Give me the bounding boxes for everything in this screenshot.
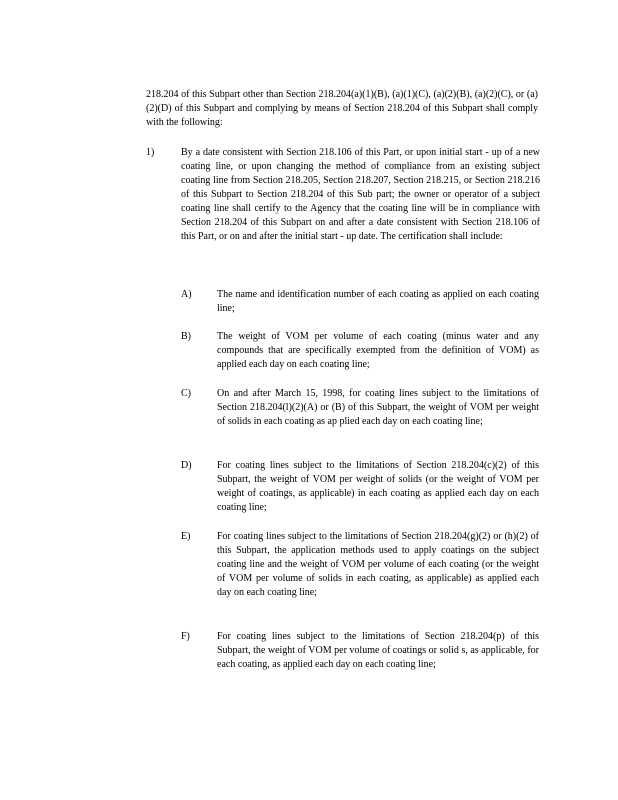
subitem-b-text: The weight of VOM per volume of each coating (minus water and any compounds that are specifically exempted from the definition of VOM) as applied each day on each coating line; — [217, 331, 539, 370]
subitem-c-text: On and after March 15, 1998, for coating lines subject to the limitations of Section 218.204(l)(2)(A) or (B) of this Subpart, the weight of VOM per weight of solids in each coating as ap plied each day on each coating line; — [217, 388, 539, 427]
subitem-d-number: D) — [181, 460, 192, 471]
subitem-c-number: C) — [181, 388, 191, 399]
subitem-a-number: A) — [181, 289, 192, 300]
intro-paragraph: 218.204 of this Subpart other than Section 218.204(a)(1)(B), (a)(1)(C), (a)(2)(B), (a)(2)(C), or (a)(2)(D) of this Subpart and complying by means of Section 218.204 of this Subpart shall comply with the following: — [146, 89, 538, 128]
subitem-b-number: B) — [181, 331, 191, 342]
subitem-f-text: For coating lines subject to the limitations of Section 218.204(p) of this Subpart, the weight of VOM per volume of coatings or solid s, as applicable, for each coating, as applied each day on each coating line; — [217, 631, 539, 670]
subitem-d-text: For coating lines subject to the limitations of Section 218.204(c)(2) of this Subpart, the weight of VOM per weight of solids (or the weight of VOM per weight of coatings, as applicable) in each coating as applied each day on each coating line; — [217, 460, 539, 513]
subitem-e-text: For coating lines subject to the limitations of Section 218.204(g)(2) or (h)(2) of this Subpart, the application methods used to apply coatings on the subject coating line and the weight of VOM per volume of each coating (or the weight of VOM per volume of solids in each coating, as applicable) as applied each day on each coating line; — [217, 531, 539, 598]
subitem-e-number: E) — [181, 531, 191, 542]
item-1-text: By a date consistent with Section 218.106 of this Part, or upon initial start - up of a new coating line, or upon changing the method of compliance from an existing subject coating line from Section 218.205, Section 218.207, Section 218.215, or Section 218.216 of this Subpart to Section 218.204 of this Sub part; the owner or operator of a subject coating line shall certify to the Agency that the coating line will be in compliance with Section 218.204 of this Subpart on and after a date consistent with Section 218.106 of this Part, or on and after the initial start - up date. The certification shall include: — [181, 147, 540, 242]
subitem-a-text: The name and identification number of each coating as applied on each coating line; — [217, 289, 539, 314]
item-1-number: 1) — [146, 147, 155, 158]
subitem-f-number: F) — [181, 631, 190, 642]
